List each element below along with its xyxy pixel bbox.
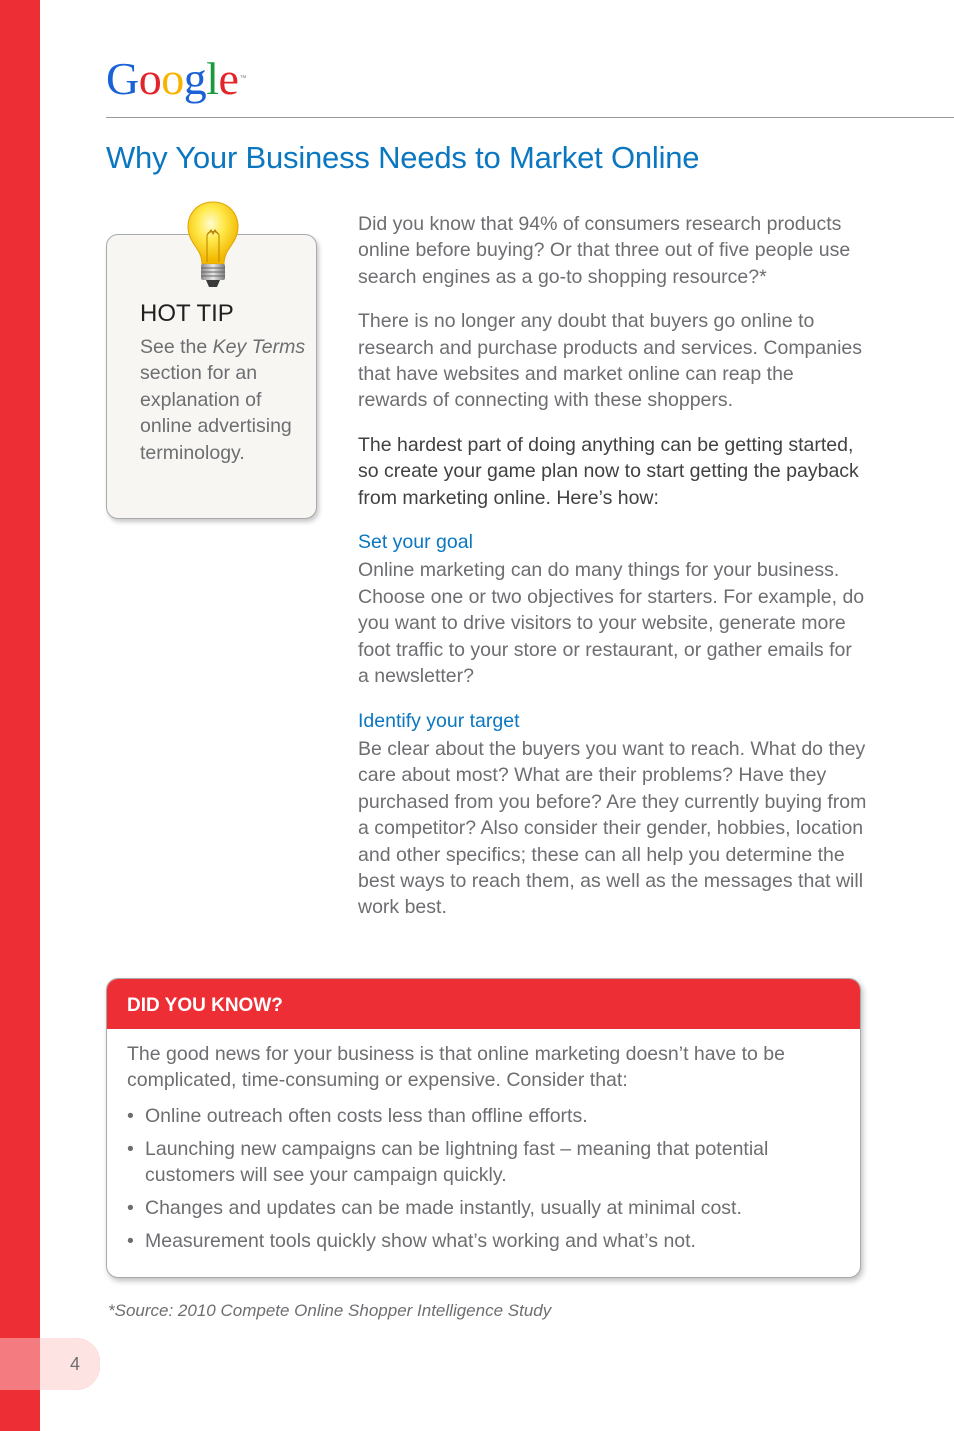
logo-letter: o xyxy=(138,53,162,104)
section-heading: Identify your target xyxy=(358,709,520,732)
hot-tip-prefix: See the xyxy=(140,336,213,358)
list-item-text: Measurement tools quickly show what’s working and what’s not. xyxy=(145,1230,696,1253)
page-title: Why Your Business Needs to Market Online xyxy=(106,140,700,175)
bullet-icon: • xyxy=(127,1230,134,1253)
hot-tip-suffix: section for an explanation of online advertising terminology. xyxy=(140,362,292,464)
left-accent-bar xyxy=(0,0,40,1431)
header-divider xyxy=(106,117,954,118)
source-footnote: *Source: 2010 Compete Online Shopper Intelligence Study xyxy=(108,1301,552,1320)
list-item xyxy=(127,1195,847,1221)
intro-paragraph: Did you know that 94% of consumers research products online before buying? Or that three out of five people use search engines as a go-to shopping resource?* xyxy=(358,213,851,288)
lightbulb-icon xyxy=(185,200,241,292)
logo-letter: l xyxy=(206,53,219,104)
did-you-know-box xyxy=(106,978,861,1278)
intro-paragraph: There is no longer any doubt that buyers go online to research and purchase products and services. Companies that have websites and market online can reap the rewards of connecting with these shoppers. xyxy=(358,310,863,412)
logo-letter: e xyxy=(218,53,239,104)
google-logo xyxy=(106,52,246,106)
main-column xyxy=(358,211,868,921)
page-number: 4 xyxy=(40,1338,100,1390)
did-you-know-list xyxy=(127,1103,847,1261)
list-item xyxy=(127,1103,847,1129)
page-number-tab xyxy=(0,1338,100,1390)
trademark-symbol: ™ xyxy=(239,75,246,82)
bullet-icon: • xyxy=(127,1197,134,1220)
bullet-icon: • xyxy=(127,1105,134,1127)
section-body: Be clear about the buyers you want to reach. What do they care about most? What are their problems? Have they purchased from you before? Are they currently buying from a competitor? Also consider their gender, hobbies, location and other specifics; these can all help you determine the best ways to reach them, as well as the messages that will work best. xyxy=(358,737,867,919)
logo-letter: g xyxy=(183,53,207,104)
section-heading: Set your goal xyxy=(358,531,473,554)
intro-paragraph-emphasis: The hardest part of doing anything can be getting started, so create your game plan now to start getting the payback from marketing online. Here’s how: xyxy=(358,433,859,509)
logo-letter: G xyxy=(106,53,139,104)
list-item xyxy=(127,1136,847,1189)
hot-tip-body xyxy=(140,334,310,466)
did-you-know-intro: The good news for your business is that online marketing doesn’t have to be complicated, time-consuming or expensive. Consider that: xyxy=(127,1043,785,1092)
list-item-text: Changes and updates can be made instantly, usually at minimal cost. xyxy=(145,1197,742,1220)
section-body: Online marketing can do many things for your business. Choose one or two objectives for starters. For example, do you want to drive visitors to your website, generate more foot traffic to your store or restaurant, or gather emails for a newsletter? xyxy=(358,559,865,688)
list-item-text: Online outreach often costs less than offline efforts. xyxy=(145,1105,588,1127)
logo-letter: o xyxy=(161,53,184,104)
key-terms-reference: Key Terms xyxy=(212,336,306,358)
bullet-icon: • xyxy=(127,1138,134,1160)
list-item xyxy=(127,1228,847,1254)
hot-tip-title: HOT TIP xyxy=(140,300,234,327)
did-you-know-heading: DID YOU KNOW? xyxy=(107,979,860,1029)
list-item-text: Launching new campaigns can be lightning fast – meaning that potential customers will see your campaign quickly. xyxy=(145,1138,769,1187)
